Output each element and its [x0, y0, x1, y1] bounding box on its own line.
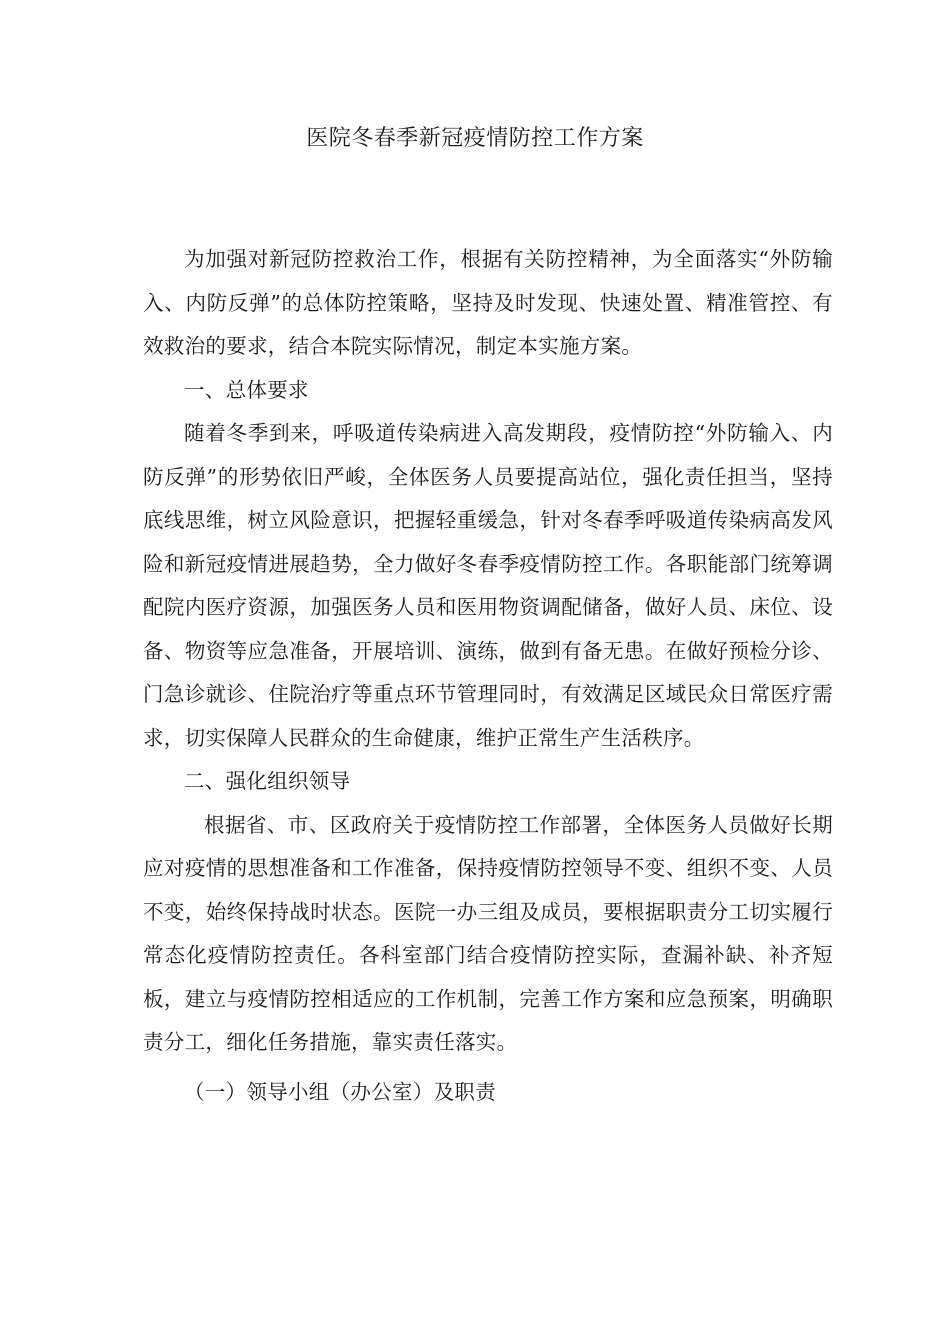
- section-heading-organization-leadership: 二、强化组织领导: [184, 769, 351, 793]
- document-body: [143, 238, 833, 1114]
- organization-leadership-paragraph: 根据省、市、区政府关于疫情防控工作部署，全体医务人员做好长期应对疫情的思想准备和工作准备，保持疫情防控领导不变、组织不变、人员不变，始终保持战时状态。医院一办三组及成员，要根据职责分工切实履行常态化疫情防控责任。各科室部门结合疫情防控实际，查漏补缺、补齐短板，建立与疫情防控相适应的工作机制，完善工作方案和应急预案，明确职责分工，细化任务措施，靠实责任落实。: [143, 812, 833, 1054]
- general-requirements-paragraph: 随着冬季到来，呼吸道传染病进入高发期段，疫情防控“外防输入、内防反弹”的形势依旧严峻，全体医务人员要提高站位，强化责任担当，坚持底线思维，树立风险意识，把握轻重缓急，针对冬春季呼吸道传染病高发风险和新冠疫情进展趋势，全力做好冬春季疫情防控工作。各职能部门统筹调配院内医疗资源，加强医务人员和医用物资调配储备，做好人员、床位、设备、物资等应急准备，开展培训、演练，做到有备无患。在做好预检分诊、门急诊就诊、住院治疗等重点环节管理同时，有效满足区域民众日常医疗需求，切实保障人民群众的生命健康，维护正常生产生活秩序。: [143, 421, 833, 750]
- document-title: 医院冬春季新冠疫情防控工作方案: [306, 126, 644, 151]
- intro-paragraph: 为加强对新冠防控救治工作，根据有关防控精神，为全面落实“外防输入、内防反弹”的总体防控策略，坚持及时发现、快速处置、精准管控、有效救治的要求，结合本院实际情况，制定本实施方案。: [143, 247, 833, 358]
- section-heading-general-requirements: 一、总体要求: [184, 377, 309, 402]
- subsection-heading-leading-group: （一）领导小组（办公室）及职责: [184, 1079, 496, 1104]
